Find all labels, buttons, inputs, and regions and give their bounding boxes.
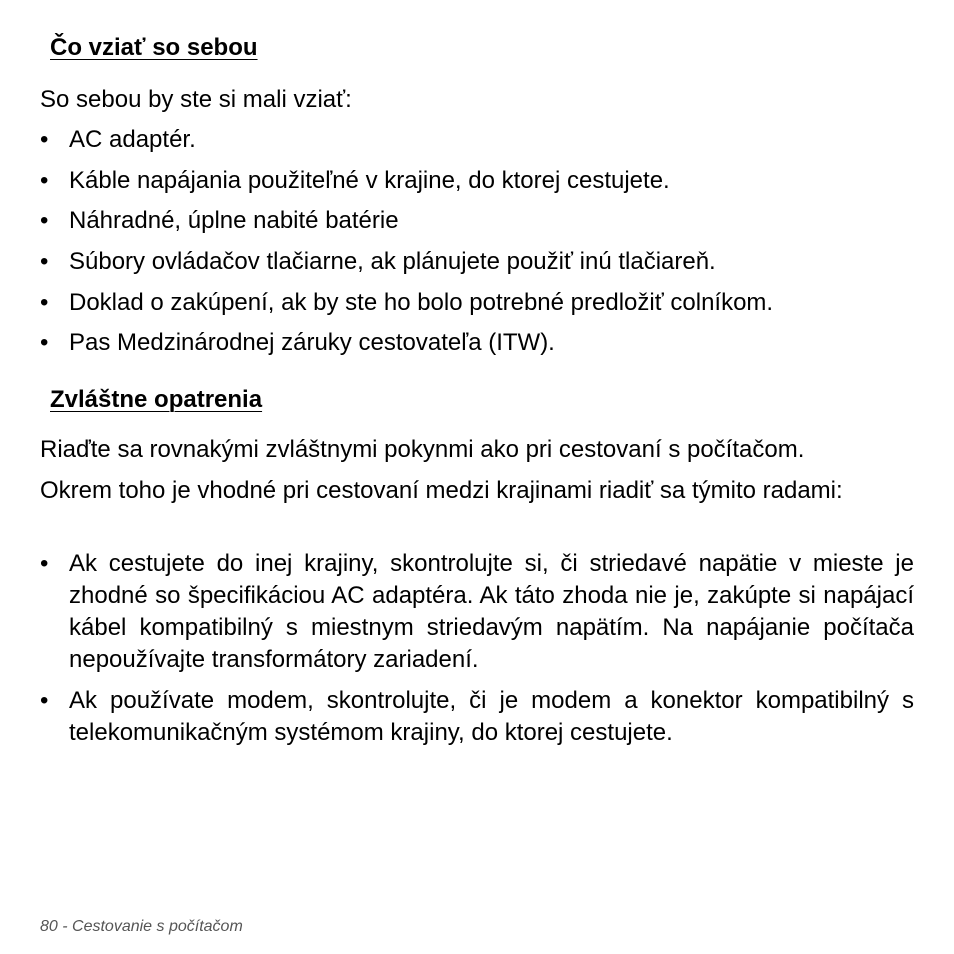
bullet-icon: • [40, 207, 49, 235]
page-footer: 80 - Cestovanie s počítačom [40, 918, 243, 935]
intro-paragraph: So sebou by ste si mali vziať: [40, 86, 352, 113]
list-item [40, 124, 914, 156]
bullet-icon: • [40, 248, 49, 276]
list-item [40, 548, 914, 676]
section-heading-what-to-take: Čo vziať so sebou [50, 34, 258, 61]
bullet-icon: • [40, 687, 49, 714]
bullet-icon: • [40, 550, 49, 577]
bullet-icon: • [40, 126, 49, 153]
section-heading-special-precautions: Zvláštne opatrenia [50, 386, 263, 413]
bullet-icon: • [40, 329, 49, 357]
list-item [40, 685, 914, 749]
list-item-text: AC adaptér. [69, 126, 196, 153]
travel-tips-paragraph: Okrem toho je vhodné pri cestovaní medzi krajinami riadiť sa týmito radami: [40, 477, 843, 504]
list-item [40, 327, 914, 359]
list-item-text: Doklad o zakúpení, ak by ste ho bolo potrebné predložiť colníkom. [69, 288, 774, 316]
travel-tips-list [40, 548, 914, 758]
list-item-text: Náhradné, úplne nabité batérie [69, 207, 399, 235]
list-item [40, 246, 914, 278]
precautions-paragraph: Riaďte sa rovnakými zvláštnymi pokynmi ako pri cestovaní s počítačom. [40, 436, 805, 463]
list-item-text: Ak cestujete do inej krajiny, skontrolujte si, či striedavé napätie v mieste je zhodné so špecifikáciou AC adaptéra. Ak táto zhoda nie je, zakúpte si napájací kábel kompatibilný s miestnym striedavým napätím. Na napájanie počítača nepoužívajte transformátory zariadení. [69, 550, 914, 673]
list-item-text: Káble napájania použiteľné v krajine, do ktorej cestujete. [69, 166, 670, 194]
take-along-list [40, 124, 914, 368]
list-item [40, 165, 914, 197]
list-item-text: Ak používate modem, skontrolujte, či je modem a konektor kompatibilný s telekomunikačným systémom krajiny, do ktorej cestujete. [69, 687, 914, 746]
bullet-icon: • [40, 288, 49, 316]
list-item [40, 287, 914, 319]
list-item-text: Pas Medzinárodnej záruky cestovateľa (ITW). [69, 329, 555, 357]
list-item [40, 205, 914, 237]
list-item-text: Súbory ovládačov tlačiarne, ak plánujete použiť inú tlačiareň. [69, 248, 716, 276]
bullet-icon: • [40, 166, 49, 194]
